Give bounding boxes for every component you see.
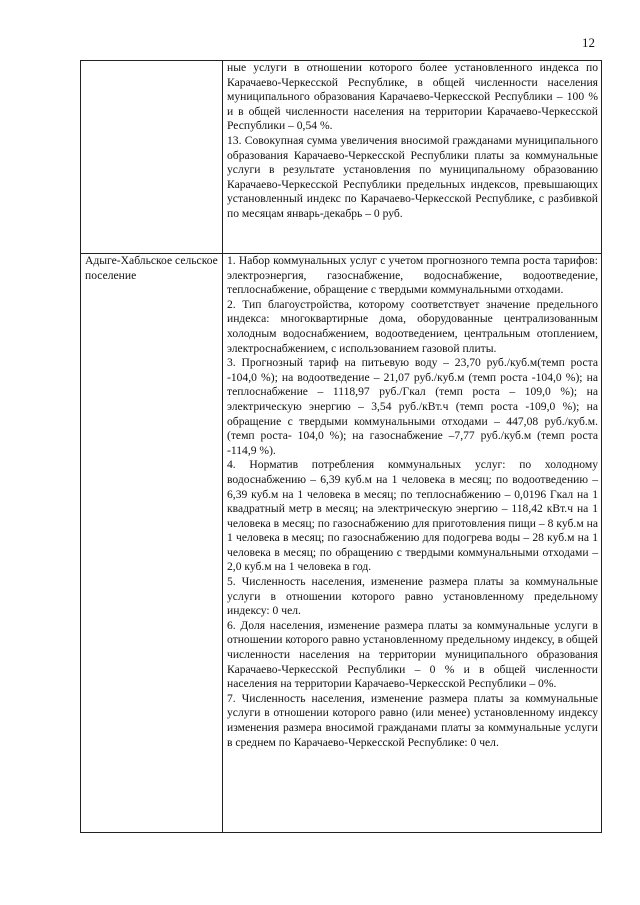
municipality-label: Адыге-Хабльское сельское поселение bbox=[85, 254, 218, 282]
indicator-paragraph: 7. Численность населения, изменение размера платы за коммунальные услуги в отношении которого равно (или менее) установленному индексу изменения размера вносимой гражданами платы за коммунальные услуги в среднем по Карачаево-Черкесской Республике: 0 чел. bbox=[227, 691, 598, 749]
municipality-cell bbox=[81, 254, 223, 833]
indicators-cell bbox=[223, 254, 602, 833]
indicator-paragraph: 3. Прогнозный тариф на питьевую воду – 23,70 руб./куб.м(темп роста -104,0 %); на водоотведение – 21,07 руб./куб.м (темп роста -104,0 %); на теплоснабжение – 1118,97 руб./Гкал (темп роста – 109,0 %); на электрическую энергию – 3,54 руб./кВт.ч (темп роста -109,0 %); на обращение с твердыми коммунальными отходами – 447,08 руб./куб.м. (темп роста- 104,0 %); на газоснабжение –7,77 руб./куб.м (темп роста -114,9 %). bbox=[227, 356, 598, 457]
indicator-paragraph: 4. Норматив потребления коммунальных услуг: по холодному водоснабжению – 6,39 куб.м на 1 человека в месяц; по водоотведению – 6,39 куб.м на 1 человека в месяц; по теплоснабжению – 0,0196 Гкал на 1 квадратный метр в месяц; на электрическую энергию – 118,42 кВт.ч на 1 человека в месяц; по газоснабжению для приготовления пищи – 8 куб.м на 1 человека в месяц; по газоснабжению для подогрева воды – 28 куб.м на 1 человека в месяц; по обращению с твердыми коммунальными отходами – 2,0 куб.м на 1 человека в год. bbox=[227, 458, 598, 574]
table-row bbox=[81, 254, 602, 833]
page-number: 12 bbox=[582, 35, 595, 50]
indicator-paragraph: 5. Численность населения, изменение размера платы за коммунальные услуги в отношении которого равно установленному предельному индексу: 0 чел. bbox=[227, 575, 598, 618]
municipality-cell bbox=[81, 61, 223, 254]
table-row bbox=[81, 61, 602, 254]
indicator-paragraph: 6. Доля населения, изменение размера платы за коммунальные услуги в отношении которого равно установленному предельному индексу, в общей численности населения на территории муниципального образования Карачаево-Черкесской Республики – 0 % и в общей численности населения на территории Карачаево-Черкесской Республики – 0%. bbox=[227, 618, 598, 691]
indicator-paragraph: 1. Набор коммунальных услуг с учетом прогнозного темпа роста тарифов: электроэнергия, газоснабжение, водоснабжение, водоотведение, теплоснабжение, обращение с твердыми коммунальными отходами. bbox=[227, 254, 598, 297]
indicators-cell bbox=[223, 61, 602, 254]
document-table bbox=[80, 60, 602, 833]
indicator-paragraph: 13. Совокупная сумма увеличения вносимой гражданами муниципального образования Карачаево-Черкесской Республики платы за коммунальные услуги в результате установления по муниципальному образованию Карачаево-Черкесской Республики предельных индексов, превышающих установленный индекс по Карачаево-Черкесской Республике, с разбивкой по месяцам январь-декабрь – 0 руб. bbox=[227, 133, 598, 220]
indicator-paragraph: ные услуги в отношении которого более установленного индекса по Карачаево-Черкесской Республике, в общей численности населения муниципального образования Карачаево-Черкесской Республики – 100 % и в общей численности населения на территории Карачаево-Черкесской Республики – 0,54 %. bbox=[227, 61, 598, 133]
indicator-paragraph: 2. Тип благоустройства, которому соответствует значение предельного индекса: многоквартирные дома, оборудованные централизованным холодным водоснабжением, водоотведением, центральным отоплением, электроснабжением, с использованием газовой плиты. bbox=[227, 297, 598, 355]
